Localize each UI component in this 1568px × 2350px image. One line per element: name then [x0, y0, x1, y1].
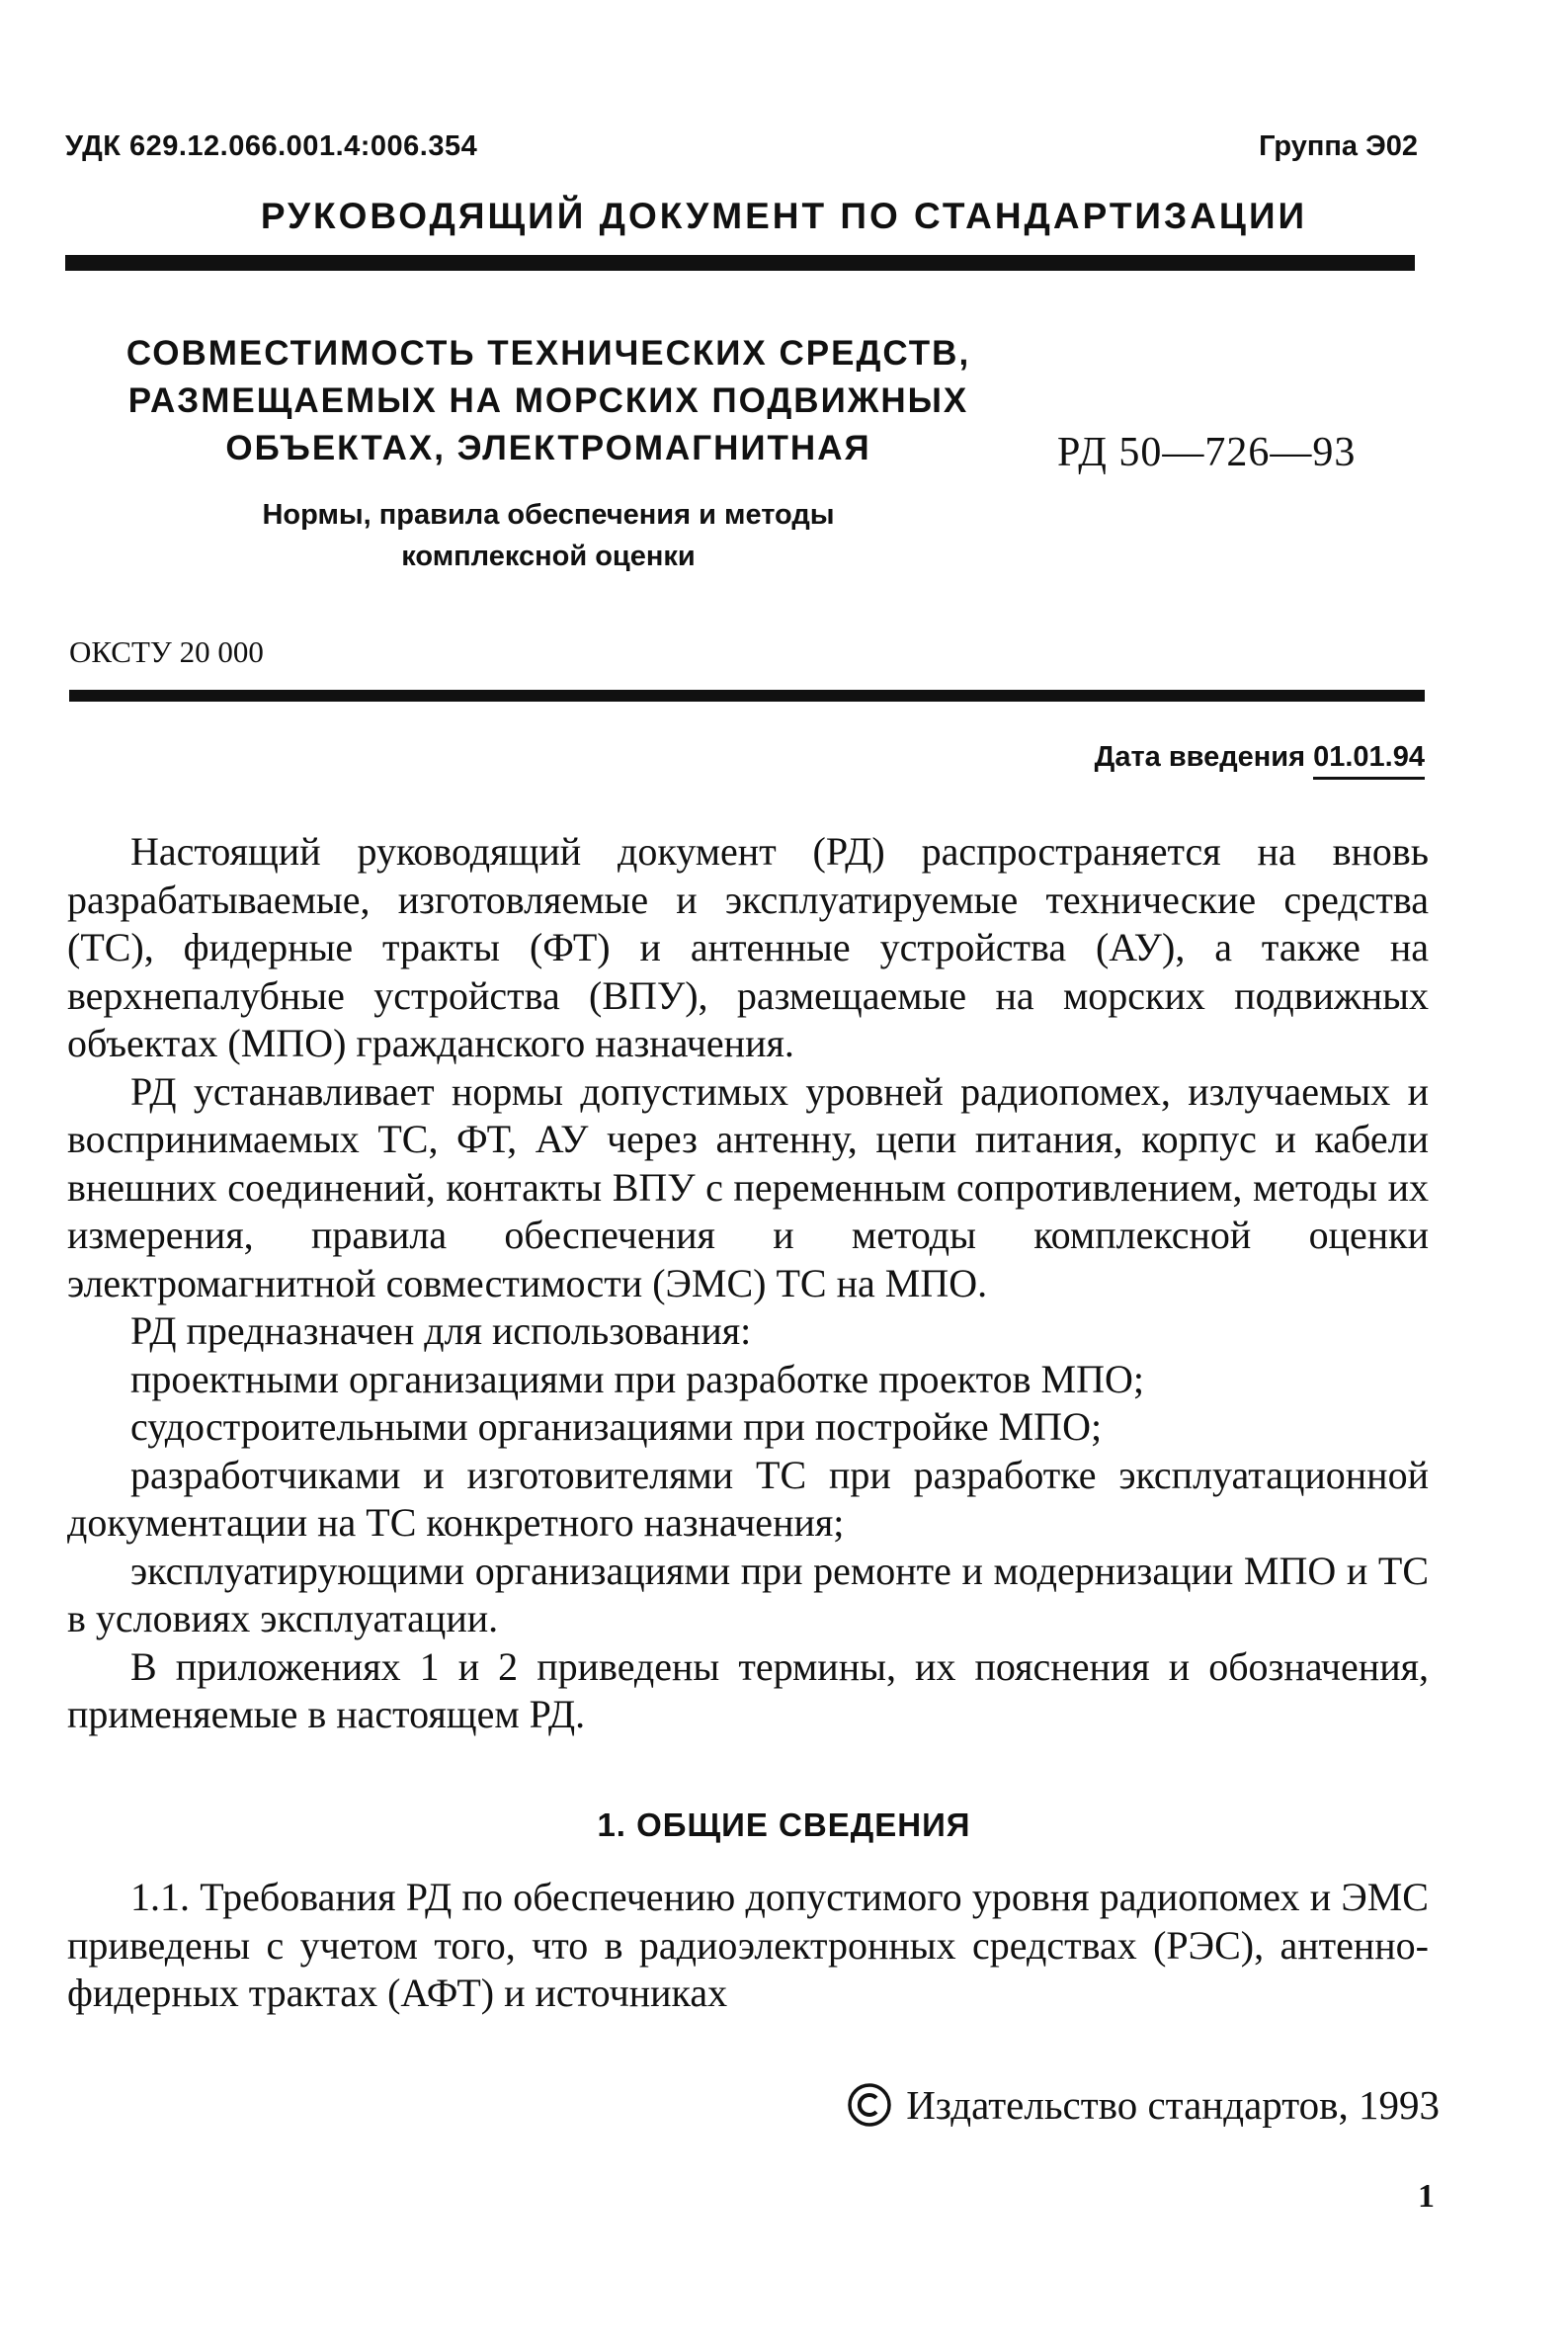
body-text [67, 828, 1429, 1739]
paragraph: РД устанавливает нормы допустимых уровней радиопомех, излучаемых и воспринимаемых ТС, ФТ, АУ через антенну, цепи питания, корпус и кабели внешних соединений, контакты ВПУ с переменным сопротивлением, методы их измерения, правила обеспечения и методы комплексной оценки электромагнитной совместимости (ЭМС) ТС на МПО. [67, 1068, 1429, 1305]
document-subtitle [158, 494, 939, 577]
title-line: РАЗМЕЩАЕМЫХ НА МОРСКИХ ПОДВИЖНЫХ [127, 381, 969, 420]
paragraph: 1.1. Требования РД по обеспечению допустимого уровня радиопомех и ЭМС приведены с учетом того, что в радиоэлектронных средствах (РЭС), антенно-фидерных трактах (АФТ) и источниках [67, 1875, 1429, 2015]
copyright-icon [847, 2082, 892, 2128]
list-item: проектными организациями при разработке проектов МПО; [130, 1356, 1144, 1401]
group-code: Группа Э02 [1259, 130, 1418, 162]
section-heading: 1. ОБЩИЕ СВЕДЕНИЯ [597, 1806, 971, 1843]
udk-code: УДК 629.12.066.001.4:006.354 [65, 130, 478, 162]
page-number: 1 [1418, 2178, 1435, 2215]
document-type-heading: РУКОВОДЯЩИЙ ДОКУМЕНТ ПО СТАНДАРТИЗАЦИИ [260, 196, 1308, 236]
oksty-code: ОКСТУ 20 000 [69, 634, 264, 669]
list-item: судостроительными организациями при постройке МПО; [130, 1404, 1103, 1449]
list-item: разработчиками и изготовителями ТС при разработке эксплуатационной документации на ТС конкретного назначения; [67, 1452, 1429, 1545]
date-value: 01.01.94 [1313, 741, 1425, 780]
section-text [67, 1874, 1429, 2018]
copyright-text: Издательство стандартов, 1993 [906, 2082, 1440, 2128]
list-item: эксплуатирующими организациями при ремонте и модернизации МПО и ТС в условиях эксплуатации. [67, 1548, 1429, 1640]
header-divider [69, 690, 1425, 702]
paragraph: РД предназначен для использования: [130, 1308, 752, 1353]
document-title [89, 330, 1008, 472]
document-code: РД 50—726—93 [1057, 430, 1357, 475]
paragraph: В приложениях 1 и 2 приведены термины, их пояснения и обозначения, применяемые в настоящем РД. [67, 1643, 1429, 1736]
introduction-date [1095, 741, 1425, 780]
paragraph: Настоящий руководящий документ (РД) распространяется на вновь разрабатываемые, изготовляемые и эксплуатируемые технические средства (ТС), фидерные тракты (ФТ) и антенные устройства (АУ), а также на верхнепалубные устройства (ВПУ), размещаемые на морских подвижных объектах (МПО) гражданского назначения. [67, 829, 1429, 1065]
title-line: СОВМЕСТИМОСТЬ ТЕХНИЧЕСКИХ СРЕДСТВ, [125, 334, 971, 373]
date-label: Дата введения [1094, 741, 1306, 773]
copyright-line [847, 2081, 1440, 2129]
subtitle-line: Нормы, правила обеспечения и методы [262, 499, 835, 531]
title-line: ОБЪЕКТАХ, ЭЛЕКТРОМАГНИТНАЯ [225, 429, 871, 467]
subtitle-line: комплексной оценки [401, 541, 696, 572]
top-divider [65, 255, 1415, 271]
